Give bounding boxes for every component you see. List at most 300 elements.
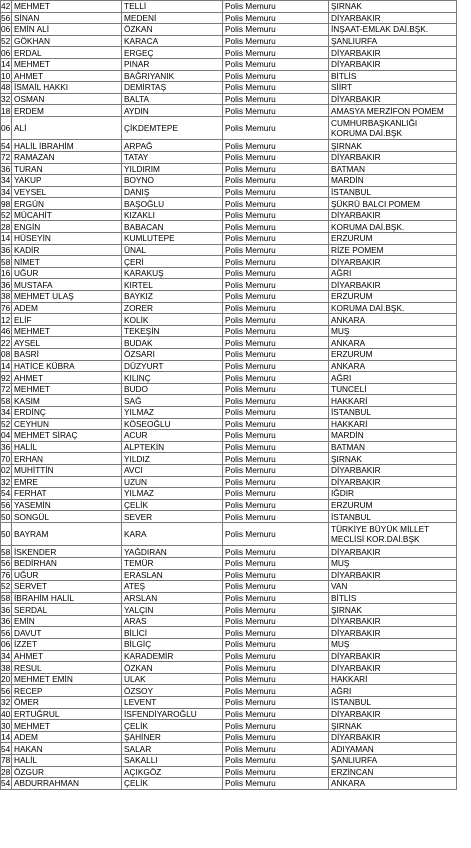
table-row [1, 302, 457, 314]
location-cell: DİYARBAKIR [329, 464, 457, 476]
first-name-cell: ELİF [12, 314, 122, 326]
table-row [1, 198, 457, 210]
personnel-table-body [1, 1, 457, 790]
table-row [1, 12, 457, 24]
title-cell: Polis Memuru [223, 58, 329, 70]
title-cell: Polis Memuru [223, 12, 329, 24]
first-name-cell: MEHMET [12, 325, 122, 337]
table-row [1, 766, 457, 778]
table-row [1, 244, 457, 256]
row-number-cell: 04 [1, 430, 11, 441]
row-number-cell: 14 [1, 732, 11, 743]
table-row [1, 233, 457, 245]
title-cell: Polis Memuru [223, 383, 329, 395]
title-cell: Polis Memuru [223, 1, 329, 13]
location-cell: AĞRI [329, 267, 457, 279]
first-name-cell: ÖMER [12, 697, 122, 709]
table-row [1, 151, 457, 163]
title-cell: Polis Memuru [223, 337, 329, 349]
first-name-cell: MEHMET [12, 720, 122, 732]
last-name-cell: KARADEMİR [122, 650, 223, 662]
row-number-cell: 14 [1, 360, 11, 371]
last-name-cell: DANIŞ [122, 186, 223, 198]
last-name-cell: ERASLAN [122, 569, 223, 581]
title-cell: Polis Memuru [223, 406, 329, 418]
table-row [1, 140, 457, 152]
table-row [1, 650, 457, 662]
row-number-cell: 52 [1, 210, 11, 221]
title-cell: Polis Memuru [223, 430, 329, 442]
location-cell: MARDİN [329, 175, 457, 187]
table-row [1, 743, 457, 755]
title-cell: Polis Memuru [223, 70, 329, 82]
row-number-cell: 36 [1, 604, 11, 615]
location-cell: HAKKARİ [329, 673, 457, 685]
row-number-cell: 72 [1, 384, 11, 395]
row-number-cell: 42 [1, 1, 11, 12]
location-cell: TÜRKİYE BÜYÜK MİLLET MECLİSİ KOR.DAİ.BŞK [329, 522, 457, 545]
location-cell: BİTLİS [329, 592, 457, 604]
row-number-cell: 34 [1, 175, 11, 186]
title-cell: Polis Memuru [223, 697, 329, 709]
first-name-cell: ALİ [12, 116, 122, 139]
table-row [1, 1, 457, 13]
row-number-cell: 06 [1, 24, 11, 35]
table-row [1, 24, 457, 36]
last-name-cell: LEVENT [122, 697, 223, 709]
location-cell: ERZİNCAN [329, 766, 457, 778]
row-number-cell: 56 [1, 12, 11, 23]
table-row [1, 70, 457, 82]
table-row [1, 441, 457, 453]
title-cell: Polis Memuru [223, 569, 329, 581]
table-row [1, 372, 457, 384]
table-row [1, 464, 457, 476]
location-cell: İSTANBUL [329, 406, 457, 418]
first-name-cell: MÜCAHİT [12, 209, 122, 221]
location-cell: KORUMA DAİ.BŞK. [329, 302, 457, 314]
row-number-cell: 58 [1, 546, 11, 557]
title-cell: Polis Memuru [223, 488, 329, 500]
first-name-cell: YAKUP [12, 175, 122, 187]
location-cell: ERZURUM [329, 499, 457, 511]
title-cell: Polis Memuru [223, 731, 329, 743]
location-cell: HAKKARİ [329, 418, 457, 430]
last-name-cell: KÖSEOĞLU [122, 418, 223, 430]
title-cell: Polis Memuru [223, 314, 329, 326]
title-cell: Polis Memuru [223, 604, 329, 616]
title-cell: Polis Memuru [223, 256, 329, 268]
title-cell: Polis Memuru [223, 522, 329, 545]
row-number-cell: 22 [1, 337, 11, 348]
title-cell: Polis Memuru [223, 581, 329, 593]
location-cell: DİYARBAKIR [329, 256, 457, 268]
first-name-cell: AYSEL [12, 337, 122, 349]
title-cell: Polis Memuru [223, 418, 329, 430]
table-row [1, 291, 457, 303]
location-cell: ANKARA [329, 337, 457, 349]
first-name-cell: ADEM [12, 302, 122, 314]
location-cell: DİYARBAKIR [329, 662, 457, 674]
row-number-cell: 28 [1, 221, 11, 232]
location-cell: IĞDIR [329, 488, 457, 500]
title-cell: Polis Memuru [223, 673, 329, 685]
last-name-cell: ÖZSOY [122, 685, 223, 697]
row-number-cell: 34 [1, 187, 11, 197]
table-row [1, 163, 457, 175]
table-row [1, 221, 457, 233]
row-number-cell: 06 [1, 639, 11, 650]
row-number-cell: 52 [1, 36, 11, 47]
table-row [1, 47, 457, 59]
title-cell: Polis Memuru [223, 766, 329, 778]
first-name-cell: VEYSEL [12, 186, 122, 198]
row-number-cell: 50 [1, 522, 12, 545]
row-number-cell: 34 [1, 650, 11, 661]
title-cell: Polis Memuru [223, 615, 329, 627]
location-cell: DİYARBAKIR [329, 209, 457, 221]
row-number-cell: 36 [1, 244, 11, 255]
location-cell: BATMAN [329, 163, 457, 175]
last-name-cell: SAKALLI [122, 755, 223, 767]
first-name-cell: KASIM [12, 395, 122, 407]
first-name-cell: SERDAL [12, 604, 122, 616]
row-number-cell: 54 [1, 778, 11, 789]
title-cell: Polis Memuru [223, 395, 329, 407]
location-cell: ERZURUM [329, 233, 457, 245]
location-cell: DİYARBAKIR [329, 650, 457, 662]
table-row [1, 685, 457, 697]
title-cell: Polis Memuru [223, 175, 329, 187]
row-number-cell: 20 [1, 674, 11, 685]
location-cell: ADIYAMAN [329, 743, 457, 755]
first-name-cell: MUSTAFA [12, 279, 122, 291]
title-cell: Polis Memuru [223, 627, 329, 639]
title-cell: Polis Memuru [223, 93, 329, 105]
table-row [1, 627, 457, 639]
first-name-cell: BASRİ [12, 349, 122, 361]
table-row [1, 557, 457, 569]
last-name-cell: BUDO [122, 383, 223, 395]
table-row [1, 720, 457, 732]
row-number-cell: 50 [1, 511, 11, 522]
table-row [1, 406, 457, 418]
last-name-cell: ACUR [122, 430, 223, 442]
table-row [1, 604, 457, 616]
first-name-cell: RECEP [12, 685, 122, 697]
last-name-cell: AVCI [122, 464, 223, 476]
last-name-cell: TELLİ [122, 1, 223, 13]
last-name-cell: KARAKUŞ [122, 267, 223, 279]
table-row [1, 279, 457, 291]
title-cell: Polis Memuru [223, 302, 329, 314]
location-cell: İNŞAAT-EMLAK DAİ.BŞK. [329, 24, 457, 36]
first-name-cell: CEYHUN [12, 418, 122, 430]
last-name-cell: ÇELİK [122, 720, 223, 732]
table-row [1, 755, 457, 767]
table-row [1, 673, 457, 685]
first-name-cell: UĞUR [12, 569, 122, 581]
location-cell: BİTLİS [329, 70, 457, 82]
first-name-cell: MEHMET [12, 1, 122, 13]
first-name-cell: MUHİTTİN [12, 464, 122, 476]
last-name-cell: KIZAKLI [122, 209, 223, 221]
location-cell: AĞRI [329, 372, 457, 384]
row-number-cell: 30 [1, 720, 11, 731]
title-cell: Polis Memuru [223, 244, 329, 256]
first-name-cell: NİMET [12, 256, 122, 268]
last-name-cell: ŞAHİNER [122, 731, 223, 743]
location-cell: DİYARBAKIR [329, 476, 457, 488]
last-name-cell: TATAY [122, 151, 223, 163]
row-number-cell: 38 [1, 291, 11, 302]
row-number-cell: 12 [1, 314, 11, 325]
title-cell: Polis Memuru [223, 267, 329, 279]
row-number-cell: 36 [1, 616, 11, 627]
title-cell: Polis Memuru [223, 372, 329, 384]
location-cell: DİYARBAKIR [329, 93, 457, 105]
title-cell: Polis Memuru [223, 105, 329, 117]
table-row [1, 639, 457, 651]
first-name-cell: BAYRAM [12, 522, 122, 545]
first-name-cell: HATİCE KÜBRA [12, 360, 122, 372]
row-number-cell: 18 [1, 105, 11, 116]
first-name-cell: MEHMET ULAŞ [12, 291, 122, 303]
title-cell: Polis Memuru [223, 163, 329, 175]
first-name-cell: KADİR [12, 244, 122, 256]
first-name-cell: ERDAL [12, 47, 122, 59]
location-cell: MUŞ [329, 639, 457, 651]
first-name-cell: AHMET [12, 650, 122, 662]
last-name-cell: YAĞDIRAN [122, 546, 223, 558]
row-number-cell: 36 [1, 279, 11, 290]
location-cell: TUNCELİ [329, 383, 457, 395]
location-cell: İSTANBUL [329, 186, 457, 198]
first-name-cell: MEHMET SİRAÇ [12, 430, 122, 442]
location-cell: ŞIRNAK [329, 1, 457, 13]
last-name-cell: UZUN [122, 476, 223, 488]
row-number-cell: 06 [1, 47, 11, 58]
last-name-cell: ÖZKAN [122, 662, 223, 674]
location-cell: VAN [329, 581, 457, 593]
row-number-cell: 54 [1, 140, 11, 151]
row-number-cell: 32 [1, 476, 11, 487]
first-name-cell: EMRE [12, 476, 122, 488]
last-name-cell: BUDAK [122, 337, 223, 349]
last-name-cell: ARAS [122, 615, 223, 627]
first-name-cell: SERVET [12, 581, 122, 593]
first-name-cell: SİNAN [12, 12, 122, 24]
last-name-cell: AYDIN [122, 105, 223, 117]
first-name-cell: HALİL [12, 755, 122, 767]
title-cell: Polis Memuru [223, 743, 329, 755]
title-cell: Polis Memuru [223, 453, 329, 465]
title-cell: Polis Memuru [223, 499, 329, 511]
last-name-cell: KIRTEL [122, 279, 223, 291]
first-name-cell: RAMAZAN [12, 151, 122, 163]
title-cell: Polis Memuru [223, 546, 329, 558]
table-row [1, 778, 457, 790]
last-name-cell: TEMÜR [122, 557, 223, 569]
first-name-cell: OSMAN [12, 93, 122, 105]
table-row [1, 499, 457, 511]
last-name-cell: TEKEŞİN [122, 325, 223, 337]
title-cell: Polis Memuru [223, 720, 329, 732]
row-number-cell: 98 [1, 198, 11, 209]
first-name-cell: HAKAN [12, 743, 122, 755]
location-cell: KORUMA DAİ.BŞK. [329, 221, 457, 233]
last-name-cell: ÇİKDEMTEPE [122, 116, 223, 139]
last-name-cell: KUMLUTEPE [122, 233, 223, 245]
row-number-cell: 28 [1, 766, 11, 777]
last-name-cell: BALTA [122, 93, 223, 105]
row-number-cell: 54 [1, 743, 11, 754]
first-name-cell: AHMET [12, 70, 122, 82]
last-name-cell: ULAK [122, 673, 223, 685]
title-cell: Polis Memuru [223, 662, 329, 674]
location-cell: MUŞ [329, 325, 457, 337]
title-cell: Polis Memuru [223, 209, 329, 221]
location-cell: DİYARBAKIR [329, 47, 457, 59]
first-name-cell: İBRAHİM HALİL [12, 592, 122, 604]
first-name-cell: EMİN ALİ [12, 24, 122, 36]
table-row [1, 256, 457, 268]
first-name-cell: HALİL [12, 441, 122, 453]
row-number-cell: 52 [1, 418, 11, 429]
title-cell: Polis Memuru [223, 151, 329, 163]
last-name-cell: KARA [122, 522, 223, 545]
row-number-cell: 56 [1, 627, 11, 638]
table-row [1, 325, 457, 337]
table-row [1, 522, 457, 545]
row-number-cell: 36 [1, 163, 11, 174]
first-name-cell: DAVUT [12, 627, 122, 639]
table-row [1, 592, 457, 604]
last-name-cell: PINAR [122, 58, 223, 70]
row-number-cell: 56 [1, 500, 11, 511]
location-cell: ANKARA [329, 360, 457, 372]
first-name-cell: AHMET [12, 372, 122, 384]
title-cell: Polis Memuru [223, 464, 329, 476]
first-name-cell: İSMAİL HAKKI [12, 82, 122, 94]
table-row [1, 93, 457, 105]
first-name-cell: ENGİN [12, 221, 122, 233]
row-number-cell: 70 [1, 453, 11, 464]
row-number-cell: 76 [1, 302, 11, 313]
title-cell: Polis Memuru [223, 47, 329, 59]
location-cell: MARDİN [329, 430, 457, 442]
location-cell: HAKKARİ [329, 395, 457, 407]
table-row [1, 349, 457, 361]
location-cell: DİYARBAKIR [329, 279, 457, 291]
title-cell: Polis Memuru [223, 360, 329, 372]
table-row [1, 708, 457, 720]
title-cell: Polis Memuru [223, 755, 329, 767]
row-number-cell: 14 [1, 59, 11, 70]
last-name-cell: İSFENDİYAROĞLU [122, 708, 223, 720]
first-name-cell: HALİL İBRAHİM [12, 140, 122, 152]
first-name-cell: İSKENDER [12, 546, 122, 558]
row-number-cell: 54 [1, 488, 11, 499]
first-name-cell: ADEM [12, 731, 122, 743]
row-number-cell: 34 [1, 407, 11, 418]
location-cell: DİYARBAKIR [329, 12, 457, 24]
location-cell: ERZURUM [329, 349, 457, 361]
location-cell: ŞANLIURFA [329, 35, 457, 47]
last-name-cell: YILDIZ [122, 453, 223, 465]
row-number-cell: 06 [1, 116, 12, 139]
first-name-cell: FERHAT [12, 488, 122, 500]
row-number-cell: 02 [1, 465, 11, 476]
location-cell: DİYARBAKIR [329, 546, 457, 558]
row-number-cell: 36 [1, 442, 11, 453]
title-cell: Polis Memuru [223, 82, 329, 94]
last-name-cell: ERGEÇ [122, 47, 223, 59]
location-cell: DİYARBAKIR [329, 708, 457, 720]
table-row [1, 453, 457, 465]
title-cell: Polis Memuru [223, 35, 329, 47]
last-name-cell: DÜZYURT [122, 360, 223, 372]
table-row [1, 731, 457, 743]
first-name-cell: ERGÜN [12, 198, 122, 210]
row-number-cell: 46 [1, 326, 11, 337]
first-name-cell: ABDURRAHMAN [12, 778, 122, 790]
last-name-cell: KILINÇ [122, 372, 223, 384]
title-cell: Polis Memuru [223, 708, 329, 720]
table-row [1, 569, 457, 581]
title-cell: Polis Memuru [223, 116, 329, 139]
last-name-cell: BAŞOĞLU [122, 198, 223, 210]
first-name-cell: ERHAN [12, 453, 122, 465]
row-number-cell: 76 [1, 569, 11, 580]
first-name-cell: TURAN [12, 163, 122, 175]
last-name-cell: YILMAZ [122, 406, 223, 418]
table-row [1, 82, 457, 94]
last-name-cell: MEDENİ [122, 12, 223, 24]
last-name-cell: BİLGİÇ [122, 639, 223, 651]
first-name-cell: GÖKHAN [12, 35, 122, 47]
last-name-cell: ÇELİK [122, 778, 223, 790]
last-name-cell: BAYKIZ [122, 291, 223, 303]
location-cell: DİYARBAKIR [329, 627, 457, 639]
location-cell: İSTANBUL [329, 697, 457, 709]
location-cell: ŞIRNAK [329, 453, 457, 465]
table-row [1, 105, 457, 117]
table-row [1, 697, 457, 709]
table-row [1, 186, 457, 198]
last-name-cell: SALAR [122, 743, 223, 755]
location-cell: DİYARBAKIR [329, 58, 457, 70]
location-cell: BATMAN [329, 441, 457, 453]
last-name-cell: AÇIKGÖZ [122, 766, 223, 778]
title-cell: Polis Memuru [223, 592, 329, 604]
last-name-cell: YALÇIN [122, 604, 223, 616]
first-name-cell: İZZET [12, 639, 122, 651]
title-cell: Polis Memuru [223, 511, 329, 523]
location-cell: ANKARA [329, 314, 457, 326]
last-name-cell: ZORER [122, 302, 223, 314]
title-cell: Polis Memuru [223, 650, 329, 662]
last-name-cell: BAĞRIYANIK [122, 70, 223, 82]
row-number-cell: 56 [1, 685, 11, 696]
title-cell: Polis Memuru [223, 325, 329, 337]
title-cell: Polis Memuru [223, 198, 329, 210]
first-name-cell: ÖZGUR [12, 766, 122, 778]
table-row [1, 116, 457, 139]
row-number-cell: 72 [1, 152, 11, 163]
location-cell: ŞIRNAK [329, 604, 457, 616]
title-cell: Polis Memuru [223, 140, 329, 152]
